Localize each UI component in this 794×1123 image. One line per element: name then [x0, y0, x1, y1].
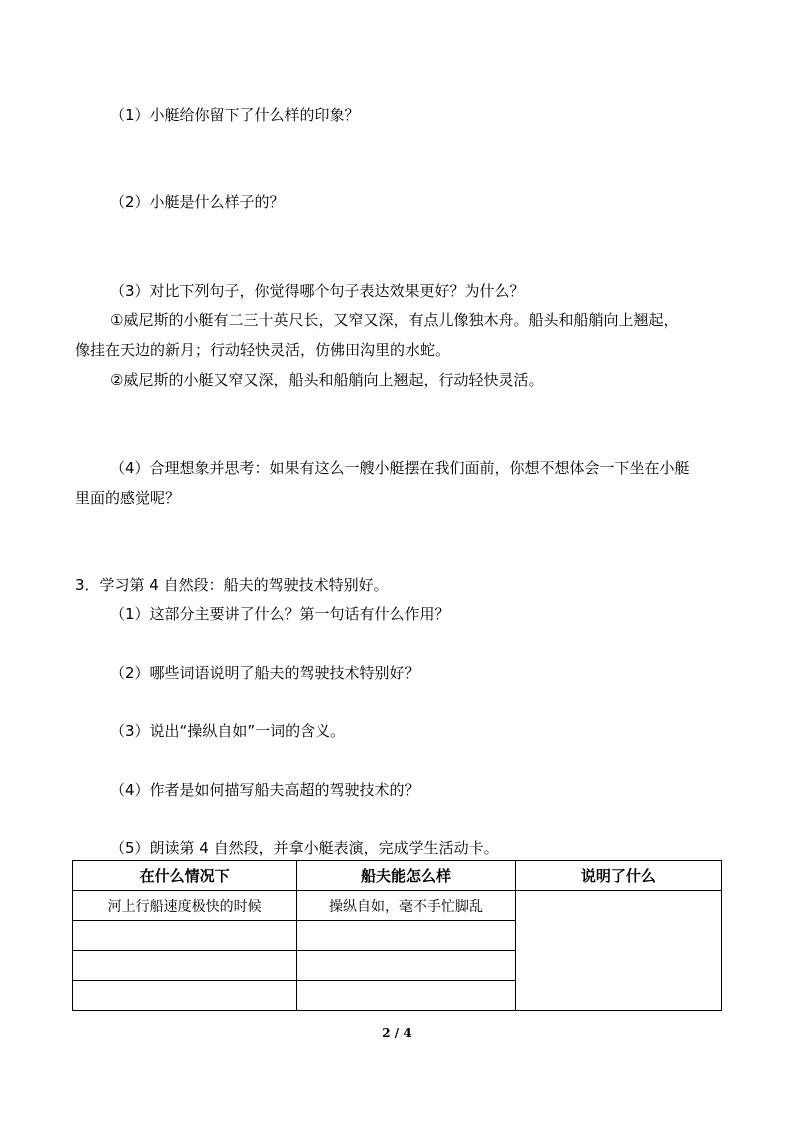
table-header-row [73, 861, 722, 891]
question-3-5: （5）朗读第 4 自然段，并拿小艇表演，完成学生活动卡。 [110, 839, 499, 857]
section-3-heading: 3．学习第 4 自然段：船夫的驾驶技术特别好。 [75, 576, 389, 594]
question-2-3: （3）对比下列句子，你觉得哪个句子表达效果更好？为什么？ [110, 282, 525, 300]
table-cell-merged[interactable] [515, 891, 721, 1011]
question-2-4-line-1: （4）合理想象并思考：如果有这么一艘小艇摆在我们面前，你想不想体会一下坐在小艇 [110, 459, 690, 477]
table-header-cell: 船夫能怎么样 [297, 861, 515, 891]
table-header-cell: 在什么情况下 [73, 861, 297, 891]
question-3-2: （2）哪些词语说明了船夫的驾驶技术特别好？ [110, 664, 420, 682]
table-cell[interactable] [297, 951, 515, 981]
comparison-sentence-1-line-1: ①威尼斯的小艇有二三十英尺长，又窄又深，有点儿像独木舟。船头和船艄向上翘起， [110, 311, 679, 329]
question-3-4: （4）作者是如何描写船夫高超的驾驶技术的？ [110, 781, 420, 799]
question-2-1: （1）小艇给你留下了什么样的印象？ [110, 106, 360, 124]
table-cell[interactable] [297, 981, 515, 1011]
table-row [73, 891, 722, 921]
table-header-cell: 说明了什么 [515, 861, 721, 891]
comparison-sentence-1-line-2: 像挂在天边的新月；行动轻快灵活，仿佛田沟里的水蛇。 [75, 341, 451, 359]
question-3-1: （1）这部分主要讲了什么？第一句话有什么作用？ [110, 605, 450, 623]
table-cell[interactable]: 操纵自如，毫不手忙脚乱 [297, 891, 515, 921]
activity-card-table [72, 860, 722, 1011]
table-cell[interactable]: 河上行船速度极快的时候 [73, 891, 297, 921]
question-2-2: （2）小艇是什么样子的？ [110, 193, 285, 211]
comparison-sentence-2: ②威尼斯的小艇又窄又深，船头和船艄向上翘起，行动轻快灵活。 [110, 371, 544, 389]
table-cell[interactable] [73, 981, 297, 1011]
question-3-3: （3）说出“操纵自如”一词的含义。 [110, 722, 346, 740]
table-cell[interactable] [73, 921, 297, 951]
table-cell[interactable] [73, 951, 297, 981]
page-number: 2 / 4 [382, 1026, 412, 1040]
question-2-4-line-2: 里面的感觉呢？ [75, 489, 181, 507]
table-cell[interactable] [297, 921, 515, 951]
